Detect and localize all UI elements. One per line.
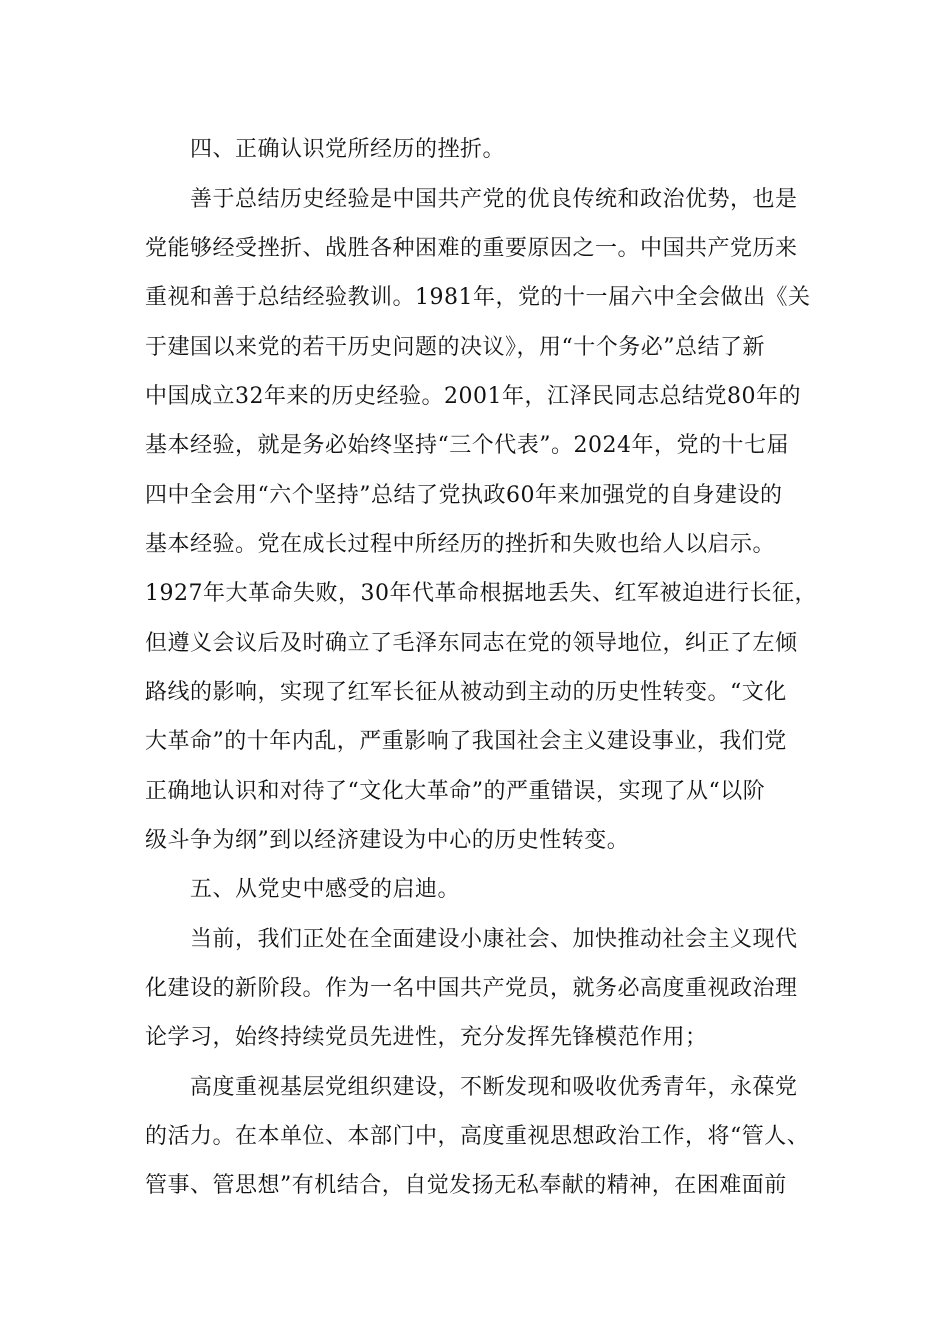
paragraph-line: 大革命”的十年内乱，严重影响了我国社会主义建设事业，我们党: [145, 729, 787, 754]
paragraph-line: 正确地认识和对待了“文化大革命”的严重错误，实现了从“以阶: [145, 779, 766, 804]
section-heading-five: 五、从党史中感受的启迪。: [190, 877, 461, 902]
paragraph-line: 级斗争为纲”到以经济建设为中心的历史性转变。: [145, 828, 630, 853]
paragraph-line: 高度重视基层党组织建设，不断发现和吸收优秀青年，永葆党: [190, 1075, 798, 1100]
paragraph-line: 基本经验。党在成长过程中所经历的挫折和失败也给人以启示。: [145, 532, 776, 557]
paragraph-line: 当前，我们正处在全面建设小康社会、加快推动社会主义现代: [190, 927, 798, 952]
paragraph-line: 中国成立32年来的历史经验。2001年，江泽民同志总结党80年的: [145, 384, 801, 409]
section-heading-four: 四、正确认识党所经历的挫折。: [190, 137, 506, 162]
paragraph-line: 基本经验，就是务必始终坚持“三个代表”。2024年，党的十七届: [145, 433, 789, 458]
paragraph-line: 党能够经受挫折、战胜各种困难的重要原因之一。中国共产党历来: [145, 236, 798, 261]
paragraph-line: 于建国以来党的若干历史问题的决议》，用“十个务必”总结了新: [145, 335, 765, 360]
paragraph-line: 的活力。在本单位、本部门中，高度重视思想政治工作，将“管人、: [145, 1124, 810, 1149]
paragraph-line: 但遵义会议后及时确立了毛泽东同志在党的领导地位，纠正了左倾: [145, 631, 798, 656]
paragraph-line: 管事、管思想”有机结合，自觉发扬无私奉献的精神，在困难面前: [145, 1173, 787, 1198]
paragraph-line: 善于总结历史经验是中国共产党的优良传统和政治优势，也是: [190, 187, 798, 212]
paragraph-line: 重视和善于总结经验教训。1981年，党的十一届六中全会做出《关: [145, 285, 811, 310]
paragraph-line: 1927年大革命失败，30年代革命根据地丢失、红军被迫进行长征，: [145, 581, 817, 606]
paragraph-line: 路线的影响，实现了红军长征从被动到主动的历史性转变。“文化: [145, 680, 787, 705]
paragraph-line: 四中全会用“六个坚持”总结了党执政60年来加强党的自身建设的: [145, 483, 783, 508]
paragraph-line: 化建设的新阶段。作为一名中国共产党员，就务必高度重视政治理: [145, 976, 798, 1001]
paragraph-line: 论学习，始终持续党员先进性，充分发挥先锋模范作用；: [145, 1025, 708, 1050]
